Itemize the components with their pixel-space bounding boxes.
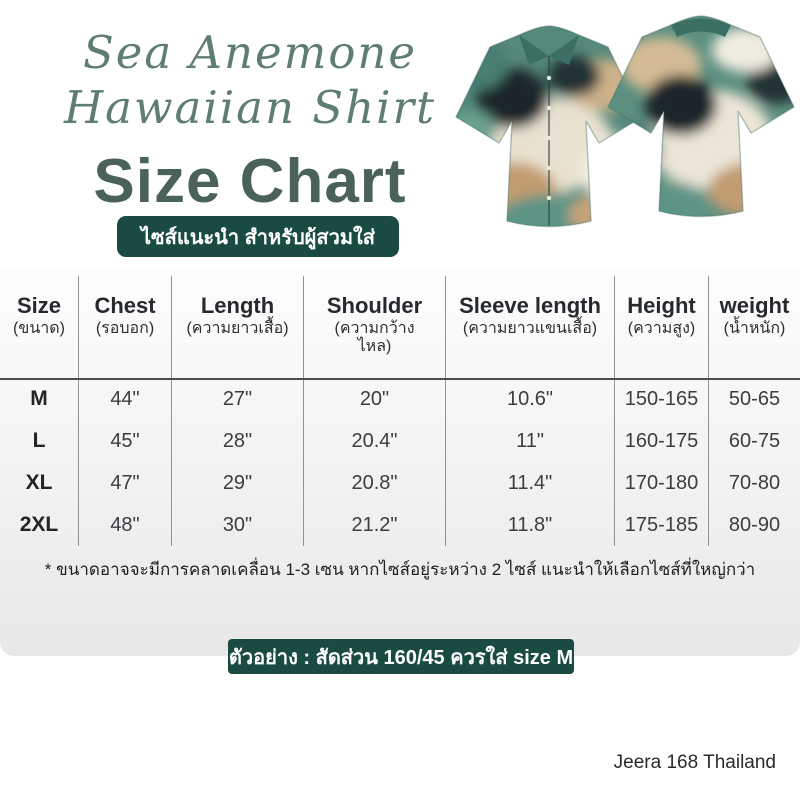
column-header-label: Height	[627, 293, 696, 318]
column-header-sublabel-line2: ไหล)	[357, 338, 392, 356]
length-cell: 30"	[172, 504, 304, 546]
column-header-weight	[709, 276, 800, 378]
height-cell: 150-165	[615, 378, 709, 420]
chest-cell: 47"	[79, 462, 172, 504]
column-header-label: Shoulder	[326, 293, 423, 318]
column-header-sublabel: (ความยาวเสื้อ)	[186, 319, 289, 337]
column-header-sublabel: (น้ำหนัก)	[723, 319, 786, 337]
size-cell: 2XL	[0, 504, 79, 546]
height-cell: 170-180	[615, 462, 709, 504]
chest-cell: 44"	[79, 378, 172, 420]
height-cell: 160-175	[615, 420, 709, 462]
height-cell: 175-185	[615, 504, 709, 546]
sleeve-cell: 11"	[446, 420, 615, 462]
page-title: Size Chart	[93, 147, 407, 216]
chest-cell: 48"	[79, 504, 172, 546]
size-cell: M	[0, 378, 79, 420]
length-cell: 28"	[172, 420, 304, 462]
column-header-shoulder	[304, 276, 446, 378]
column-header-sublabel-line1: (ความกว้าง	[334, 319, 415, 337]
product-script-title-line2: Hawaiian Shirt	[63, 80, 437, 134]
shirt-front-image	[450, 10, 659, 242]
column-header-chest	[79, 276, 172, 378]
weight-cell: 70-80	[728, 471, 781, 494]
column-header-sublabel: (ความสูง)	[627, 319, 696, 337]
column-header-label: Chest	[94, 293, 156, 318]
length-cell: 29"	[172, 462, 304, 504]
shoulder-cell: 21.2"	[304, 504, 446, 546]
sleeve-cell: 10.6"	[446, 378, 615, 420]
sleeve-cell: 11.8"	[446, 504, 615, 546]
brand-name: Jeera 168 Thailand	[613, 752, 776, 773]
size-cell: L	[0, 420, 79, 462]
example-size-badge-label: ตัวอย่าง : สัดส่วน 160/45 ควรใส่ size M	[228, 646, 574, 669]
weight-cell: 60-75	[728, 429, 781, 452]
size-table	[0, 276, 800, 546]
product-image	[450, 6, 800, 242]
column-header-label: Size	[16, 293, 62, 318]
column-header-length	[172, 276, 304, 378]
shoulder-cell: 20"	[304, 378, 446, 420]
shoulder-cell: 20.4"	[304, 420, 446, 462]
column-header-sleeve-length	[446, 276, 615, 378]
column-header-sublabel: (ความยาวแขนเสื้อ)	[462, 319, 598, 337]
table-header-divider	[0, 378, 800, 380]
size-cell: XL	[0, 462, 79, 504]
column-header-sublabel	[334, 320, 414, 358]
column-header-size	[0, 276, 79, 378]
weight-cell: 80-90	[728, 513, 781, 536]
recommend-size-badge	[117, 216, 399, 257]
column-header-sublabel: (รอบอก)	[95, 319, 155, 337]
hawaiian-shirts-illustration	[450, 6, 800, 242]
weight-cell: 50-65	[728, 387, 781, 410]
column-header-label: weight	[719, 293, 790, 318]
column-header-height	[615, 276, 709, 378]
example-size-badge	[228, 639, 574, 674]
column-header-sublabel: (ขนาด)	[13, 319, 65, 337]
chest-cell: 45"	[79, 420, 172, 462]
recommend-size-badge-label: ไซส์แนะนำ สำหรับผู้สวมใส่	[141, 226, 375, 249]
length-cell: 27"	[172, 378, 304, 420]
product-script-title-line1: Sea Anemone	[82, 26, 418, 79]
shoulder-cell: 20.8"	[304, 462, 446, 504]
product-script-title	[40, 26, 460, 136]
column-header-label: Sleeve length	[459, 293, 601, 318]
column-header-label: Length	[200, 293, 275, 318]
size-tolerance-footnote: * ขนาดอาจจะมีการคลาดเคลื่อน 1-3 เซน หากไซส์อยู่ระหว่าง 2 ไซส์ แนะนำให้เลือกไซส์ที่ใหญ่กว่า	[44, 560, 756, 579]
sleeve-cell: 11.4"	[446, 462, 615, 504]
